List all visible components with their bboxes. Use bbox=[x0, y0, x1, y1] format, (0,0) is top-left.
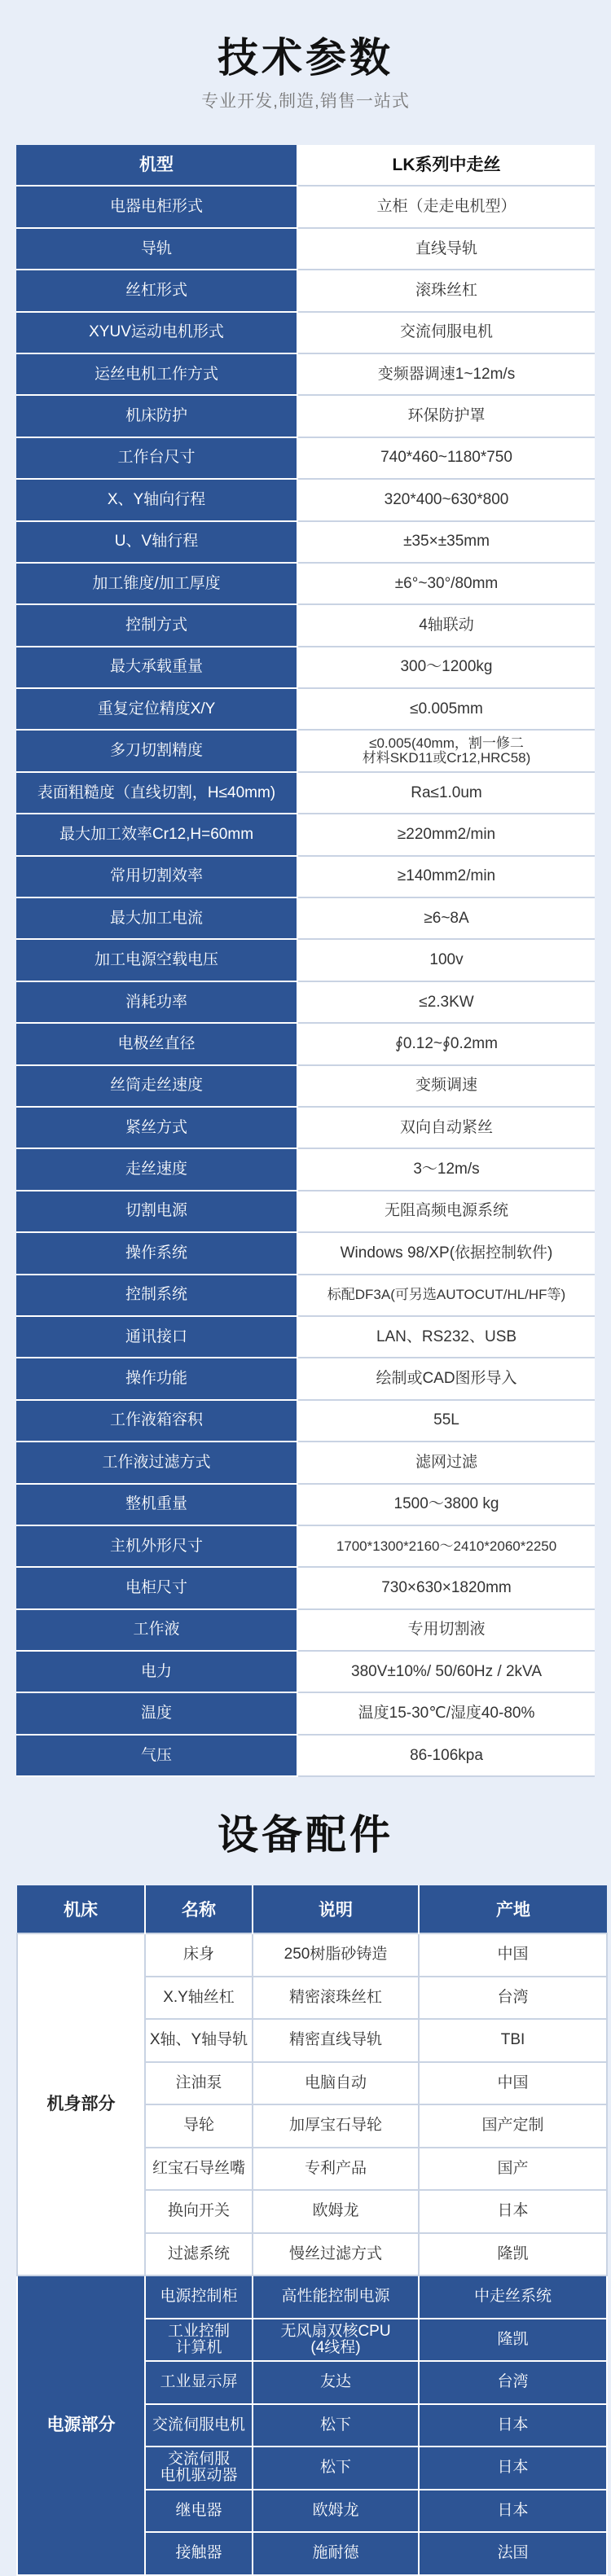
spec-row bbox=[16, 1442, 595, 1483]
spec-value: 直线导轨 bbox=[297, 228, 595, 270]
spec-value: 1500～3800 kg bbox=[297, 1484, 595, 1525]
accessory-origin: TBI bbox=[419, 2019, 607, 2062]
col-header-desc: 说明 bbox=[253, 1885, 419, 1933]
spec-value: Windows 98/XP(依据控制软件) bbox=[297, 1232, 595, 1274]
accessory-origin: 日本 bbox=[419, 2404, 607, 2447]
spec-row bbox=[16, 1107, 595, 1148]
spec-row bbox=[16, 1275, 595, 1316]
spec-value: ≤2.3KW bbox=[297, 981, 595, 1023]
spec-key: 工作液箱容积 bbox=[16, 1400, 297, 1442]
spec-row bbox=[16, 186, 595, 227]
spec-key: 控制方式 bbox=[16, 604, 297, 646]
spec-row bbox=[16, 228, 595, 270]
spec-value: 滤网过滤 bbox=[297, 1442, 595, 1483]
spec-value: 变频器调速1~12m/s bbox=[297, 353, 595, 395]
spec-key: XYUV运动电机形式 bbox=[16, 312, 297, 353]
accessories-table bbox=[16, 1885, 608, 2576]
spec-value: 300～1200kg bbox=[297, 647, 595, 688]
spec-key: 工作液 bbox=[16, 1609, 297, 1651]
accessory-desc: 精密滚珠丝杠 bbox=[253, 1977, 419, 2020]
spec-key: 控制系统 bbox=[16, 1275, 297, 1316]
accessory-name: 工业控制 计算机 bbox=[145, 2319, 253, 2362]
spec-value: 380V±10%/ 50/60Hz / 2kVA bbox=[297, 1651, 595, 1692]
spec-value: ∮0.12~∮0.2mm bbox=[297, 1023, 595, 1064]
accessory-desc: 专利产品 bbox=[253, 2148, 419, 2191]
accessory-origin: 法国 bbox=[419, 2532, 607, 2575]
spec-row bbox=[16, 897, 595, 939]
spec-value: ≤0.005mm bbox=[297, 688, 595, 730]
spec-row bbox=[16, 1023, 595, 1064]
spec-row bbox=[16, 1065, 595, 1107]
spec-key: 最大加工电流 bbox=[16, 897, 297, 939]
spec-row bbox=[16, 814, 595, 855]
spec-value: 55L bbox=[297, 1400, 595, 1442]
spec-value: 无阻高频电源系统 bbox=[297, 1191, 595, 1232]
col-header-name: 名称 bbox=[145, 1885, 253, 1933]
spec-row bbox=[16, 563, 595, 604]
spec-key: 多刀切割精度 bbox=[16, 730, 297, 771]
col-header-origin: 产地 bbox=[419, 1885, 607, 1933]
spec-key: 丝杠形式 bbox=[16, 270, 297, 311]
spec-key: 整机重量 bbox=[16, 1484, 297, 1525]
spec-value: 立柜（走走电机型） bbox=[297, 186, 595, 227]
spec-header-row bbox=[16, 145, 595, 186]
accessory-origin: 中国 bbox=[419, 1933, 607, 1977]
spec-value: 滚珠丝杠 bbox=[297, 270, 595, 311]
accessory-origin: 隆凯 bbox=[419, 2319, 607, 2362]
accessory-desc: 慢丝过滤方式 bbox=[253, 2233, 419, 2276]
accessory-name: 红宝石导丝嘴 bbox=[145, 2148, 253, 2191]
accessory-desc: 无风扇双核CPU (4线程) bbox=[253, 2319, 419, 2362]
spec-key: 切割电源 bbox=[16, 1191, 297, 1232]
spec-row bbox=[16, 856, 595, 897]
tech-params-section bbox=[0, 0, 611, 112]
spec-row bbox=[16, 353, 595, 395]
spec-row bbox=[16, 437, 595, 479]
spec-row bbox=[16, 270, 595, 311]
spec-row bbox=[16, 981, 595, 1023]
spec-row bbox=[16, 1191, 595, 1232]
accessory-origin: 国产定制 bbox=[419, 2104, 607, 2148]
spec-value: ±6°~30°/80mm bbox=[297, 563, 595, 604]
spec-row bbox=[16, 604, 595, 646]
spec-row bbox=[16, 1651, 595, 1692]
spec-key: 表面粗糙度（直线切割，H≤40mm) bbox=[16, 772, 297, 814]
spec-key: 重复定位精度X/Y bbox=[16, 688, 297, 730]
col-header-machine: 机床 bbox=[17, 1885, 145, 1933]
spec-key: 加工电源空载电压 bbox=[16, 939, 297, 981]
spec-key: 丝筒走丝速度 bbox=[16, 1065, 297, 1107]
group-label: 电源部分 bbox=[17, 2275, 145, 2575]
accessory-desc: 加厚宝石导轮 bbox=[253, 2104, 419, 2148]
accessory-desc: 欧姆龙 bbox=[253, 2190, 419, 2233]
spec-key: 运丝电机工作方式 bbox=[16, 353, 297, 395]
accessory-name: 电源控制柜 bbox=[145, 2275, 253, 2319]
accessory-name: 换向开关 bbox=[145, 2190, 253, 2233]
spec-key: 电柜尺寸 bbox=[16, 1567, 297, 1608]
spec-value: 环保防护罩 bbox=[297, 395, 595, 437]
spec-value: LAN、RS232、USB bbox=[297, 1316, 595, 1358]
accessory-desc: 高性能控制电源 bbox=[253, 2275, 419, 2319]
spec-value: 4轴联动 bbox=[297, 604, 595, 646]
spec-key: 导轨 bbox=[16, 228, 297, 270]
spec-value: 3～12m/s bbox=[297, 1148, 595, 1190]
accessory-origin: 台湾 bbox=[419, 1977, 607, 2020]
spec-value: ≥6~8A bbox=[297, 897, 595, 939]
spec-key: 气压 bbox=[16, 1735, 297, 1776]
accessory-origin: 中国 bbox=[419, 2062, 607, 2105]
spec-value: ±35×±35mm bbox=[297, 521, 595, 563]
accessory-name: 注油泵 bbox=[145, 2062, 253, 2105]
spec-value: 740*460~1180*750 bbox=[297, 437, 595, 479]
accessory-desc: 电脑自动 bbox=[253, 2062, 419, 2105]
spec-value: 标配DF3A(可另选AUTOCUT/HL/HF等) bbox=[297, 1275, 595, 1316]
spec-key: 加工锥度/加工厚度 bbox=[16, 563, 297, 604]
accessory-name: 工业显示屏 bbox=[145, 2361, 253, 2404]
spec-key: 电器电柜形式 bbox=[16, 186, 297, 227]
spec-header-key: 机型 bbox=[16, 145, 297, 186]
spec-header-value: LK系列中走丝 bbox=[297, 145, 595, 186]
spec-value: 变频调速 bbox=[297, 1065, 595, 1107]
spec-value: 绘制或CAD图形导入 bbox=[297, 1358, 595, 1399]
spec-key: U、V轴行程 bbox=[16, 521, 297, 563]
spec-row bbox=[16, 1692, 595, 1734]
spec-value: 100v bbox=[297, 939, 595, 981]
accessories-header-row bbox=[17, 1885, 607, 1933]
accessory-name: 继电器 bbox=[145, 2490, 253, 2533]
accessory-origin: 日本 bbox=[419, 2190, 607, 2233]
spec-row bbox=[16, 312, 595, 353]
spec-key: 工作液过滤方式 bbox=[16, 1442, 297, 1483]
spec-table bbox=[16, 145, 595, 1777]
accessory-desc: 250树脂砂铸造 bbox=[253, 1933, 419, 1977]
spec-value: 1700*1300*2160～2410*2060*2250 bbox=[297, 1525, 595, 1567]
spec-row bbox=[16, 772, 595, 814]
spec-row bbox=[16, 1232, 595, 1274]
spec-key: 温度 bbox=[16, 1692, 297, 1734]
spec-key: 主机外形尺寸 bbox=[16, 1525, 297, 1567]
accessory-origin: 日本 bbox=[419, 2447, 607, 2490]
accessory-desc: 施耐德 bbox=[253, 2532, 419, 2575]
accessory-desc: 松下 bbox=[253, 2447, 419, 2490]
spec-value: ≥220mm2/min bbox=[297, 814, 595, 855]
accessory-origin: 国产 bbox=[419, 2148, 607, 2191]
spec-key: 电极丝直径 bbox=[16, 1023, 297, 1064]
accessory-origin: 中走丝系统 bbox=[419, 2275, 607, 2319]
spec-value: 专用切割液 bbox=[297, 1609, 595, 1651]
spec-key: 常用切割效率 bbox=[16, 856, 297, 897]
accessory-row bbox=[17, 1933, 607, 1977]
spec-key: 机床防护 bbox=[16, 395, 297, 437]
accessory-origin: 台湾 bbox=[419, 2361, 607, 2404]
spec-value: 320*400~630*800 bbox=[297, 479, 595, 520]
spec-row bbox=[16, 521, 595, 563]
spec-row bbox=[16, 1148, 595, 1190]
spec-row bbox=[16, 1400, 595, 1442]
spec-row bbox=[16, 1358, 595, 1399]
spec-value: ≥140mm2/min bbox=[297, 856, 595, 897]
accessory-name: 交流伺服电机 bbox=[145, 2404, 253, 2447]
spec-row bbox=[16, 1735, 595, 1776]
spec-value: 温度15-30℃/湿度40-80% bbox=[297, 1692, 595, 1734]
accessory-name: X.Y轴丝杠 bbox=[145, 1977, 253, 2020]
accessory-name: 接触器 bbox=[145, 2532, 253, 2575]
spec-row bbox=[16, 939, 595, 981]
spec-row bbox=[16, 479, 595, 520]
accessory-origin: 日本 bbox=[419, 2490, 607, 2533]
spec-key: 走丝速度 bbox=[16, 1148, 297, 1190]
spec-value: 86-106kpa bbox=[297, 1735, 595, 1776]
accessory-name: 交流伺服 电机驱动器 bbox=[145, 2447, 253, 2490]
spec-value: Ra≤1.0um bbox=[297, 772, 595, 814]
spec-key: 电力 bbox=[16, 1651, 297, 1692]
section-subtitle: 专业开发,制造,销售一站式 bbox=[201, 92, 410, 111]
spec-row bbox=[16, 730, 595, 771]
spec-key: 最大承载重量 bbox=[16, 647, 297, 688]
spec-row bbox=[16, 1484, 595, 1525]
spec-row bbox=[16, 1316, 595, 1358]
spec-key: 操作系统 bbox=[16, 1232, 297, 1274]
spec-key: X、Y轴向行程 bbox=[16, 479, 297, 520]
accessory-name: X轴、Y轴导轨 bbox=[145, 2019, 253, 2062]
spec-key: 最大加工效率Cr12,H=60mm bbox=[16, 814, 297, 855]
spec-row bbox=[16, 647, 595, 688]
spec-value: 双向自动紧丝 bbox=[297, 1107, 595, 1148]
group-label: 机身部分 bbox=[17, 1933, 145, 2275]
spec-row bbox=[16, 688, 595, 730]
spec-key: 紧丝方式 bbox=[16, 1107, 297, 1148]
accessory-origin: 隆凯 bbox=[419, 2233, 607, 2276]
accessory-name: 过滤系统 bbox=[145, 2233, 253, 2276]
spec-row bbox=[16, 1525, 595, 1567]
spec-value: 交流伺服电机 bbox=[297, 312, 595, 353]
section-title-tech-params: 技术参数 bbox=[218, 35, 393, 81]
accessory-name: 导轮 bbox=[145, 2104, 253, 2148]
spec-row bbox=[16, 395, 595, 437]
spec-key: 消耗功率 bbox=[16, 981, 297, 1023]
spec-value: ≤0.005(40mm，割一修二 材料SKD11或Cr12,HRC58) bbox=[297, 730, 595, 771]
accessory-desc: 松下 bbox=[253, 2404, 419, 2447]
section-title-accessories: 设备配件 bbox=[218, 1812, 393, 1858]
accessory-desc: 友达 bbox=[253, 2361, 419, 2404]
accessory-desc: 精密直线导轨 bbox=[253, 2019, 419, 2062]
spec-row bbox=[16, 1609, 595, 1651]
spec-value: 730×630×1820mm bbox=[297, 1567, 595, 1608]
accessory-desc: 欧姆龙 bbox=[253, 2490, 419, 2533]
spec-key: 操作功能 bbox=[16, 1358, 297, 1399]
accessory-row bbox=[17, 2275, 607, 2319]
spec-key: 通讯接口 bbox=[16, 1316, 297, 1358]
accessory-name: 床身 bbox=[145, 1933, 253, 1977]
spec-key: 工作台尺寸 bbox=[16, 437, 297, 479]
spec-row bbox=[16, 1567, 595, 1608]
